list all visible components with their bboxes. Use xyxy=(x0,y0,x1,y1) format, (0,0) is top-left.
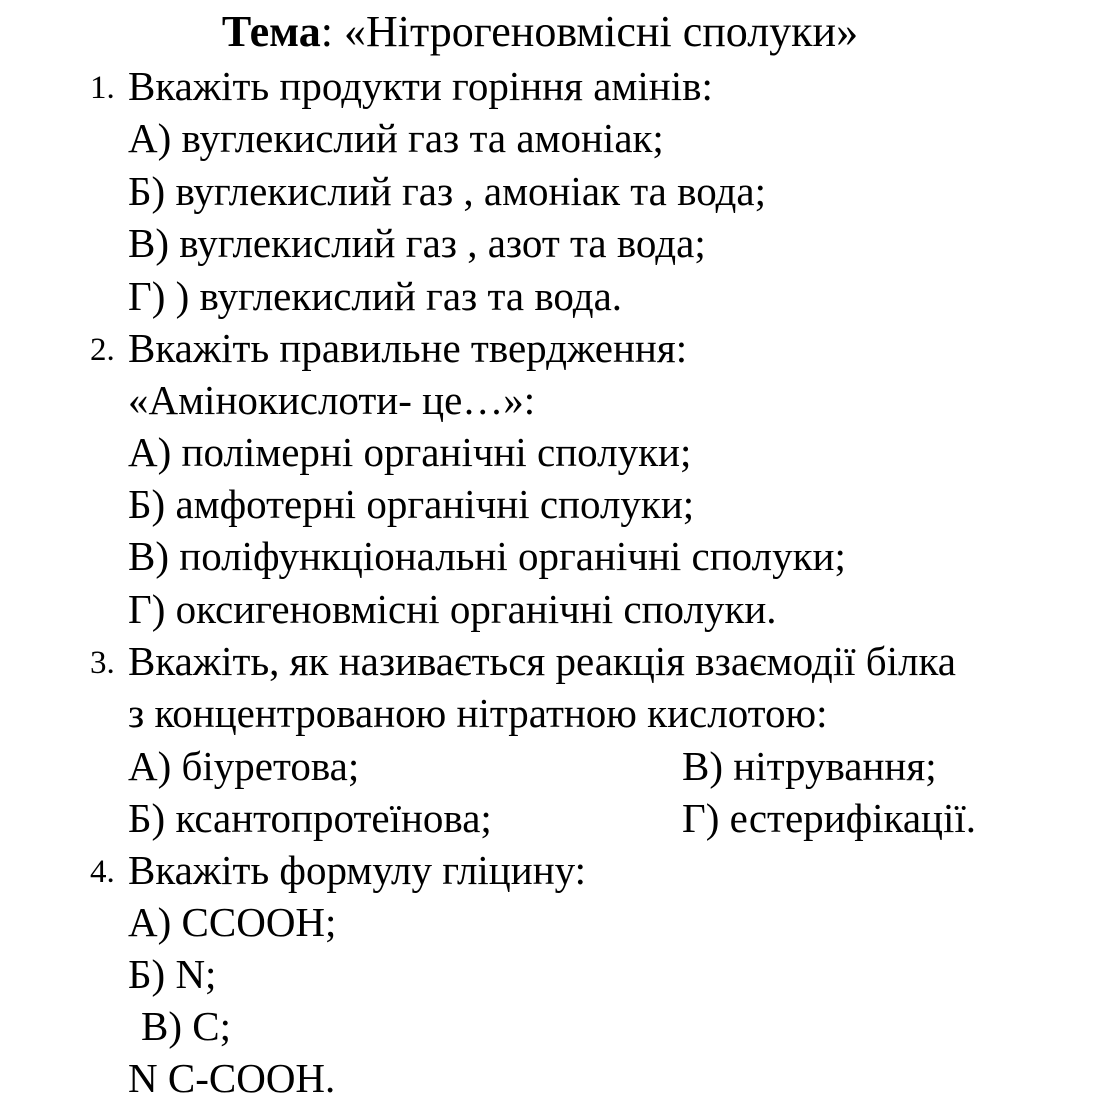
question-4-option-b: Б) N; xyxy=(128,951,217,997)
question-2-option-d: Г) оксигеновмісні органічні сполуки. xyxy=(128,586,777,632)
question-3-number: 3. xyxy=(90,645,115,681)
question-1-option-a: А) вуглекислий газ та амоніак; xyxy=(128,115,664,161)
question-3-option-c: В) нітрування; xyxy=(682,743,937,789)
question-3-option-a: А) біуретова; xyxy=(128,743,360,789)
question-4-option-d: N C-COOH. xyxy=(128,1055,336,1101)
question-2-text-continued: «Амінокислоти- це…»: xyxy=(128,377,536,423)
question-3-text: Вкажіть, як називається реакція взаємодії білка xyxy=(128,638,956,684)
question-4-option-a: А) CCOOH; xyxy=(128,899,337,945)
question-1-option-c: В) вуглекислий газ , азот та вода; xyxy=(128,220,706,266)
question-2-option-a: А) полімерні органічні сполуки; xyxy=(128,429,692,475)
question-3-option-b: Б) ксантопротеїнова; xyxy=(128,795,492,841)
question-2-text: Вкажіть правильне твердження: xyxy=(128,325,688,371)
question-3-text-continued: з концентрованою нітратною кислотою: xyxy=(128,690,828,736)
question-2-option-c: В) поліфункціональні органічні сполуки; xyxy=(128,533,846,579)
question-2-number: 2. xyxy=(90,332,115,368)
title-label: Тема xyxy=(221,7,321,56)
question-3-option-d: Г) естерифікації. xyxy=(682,795,977,841)
question-1-number: 1. xyxy=(90,70,115,106)
question-2-option-b: Б) амфотерні органічні сполуки; xyxy=(128,481,695,527)
question-4-number: 4. xyxy=(90,854,115,890)
question-4-text: Вкажіть формулу гліцину: xyxy=(128,847,586,893)
page-title xyxy=(0,6,1080,58)
question-1-option-b: Б) вуглекислий газ , амоніак та вода; xyxy=(128,168,766,214)
question-4-option-c: В) C; xyxy=(141,1003,231,1049)
title-text: : «Нітрогеновмісні сполуки» xyxy=(320,7,859,56)
question-1-text: Вкажіть продукти горіння амінів: xyxy=(128,63,713,109)
question-1-option-d: Г) ) вуглекислий газ та вода. xyxy=(128,273,623,319)
